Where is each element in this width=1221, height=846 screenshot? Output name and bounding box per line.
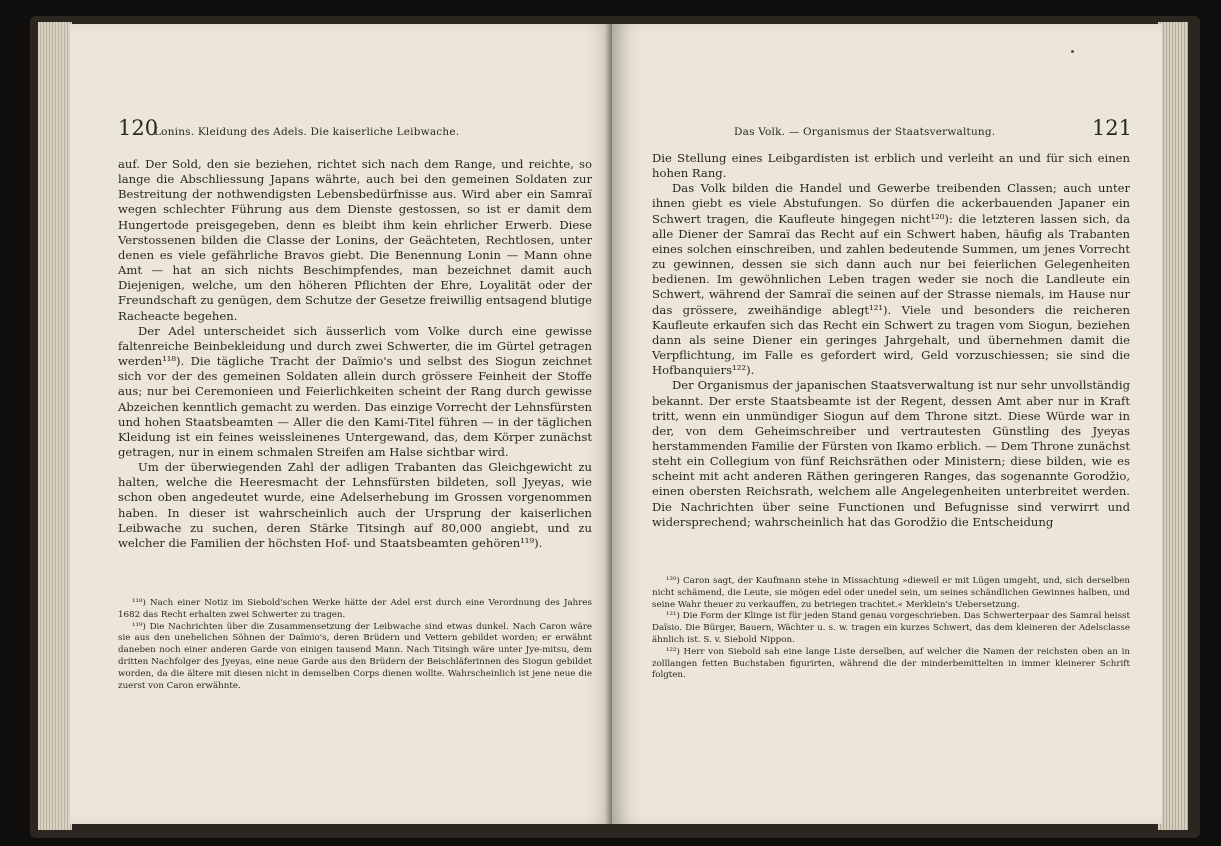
left-page (70, 24, 615, 824)
footnote: ¹¹⁹) Die Nachrichten über die Zusammensetzung der Leibwache sind etwas dunkel. Nach Caron wäre sie aus den unehelichen Söhnen der Daïmio's, deren Brüdern und Vettern gebildet worden; er erwähnt daneben noch einer anderen Garde von einigen tausend Mann. Nach Titsingh wäre unter Jye-mitsu, dem dritten Nachfolger des Jyeyas, eine neue Garde aus den Brüdern der Beischläferinnen des Siogun gebildet worden, da die ältere mit diesen nicht in demselben Corps dienen wollte. Wahrscheinlich ist jene neue die zuerst von Caron erwähnte. (118, 621, 592, 691)
body-text (118, 157, 592, 551)
page-number: 120 (118, 116, 159, 140)
footnotes (652, 576, 1130, 682)
page-edges-left (38, 22, 72, 830)
body-text (652, 151, 1130, 530)
paragraph: auf. Der Sold, den sie beziehen, richtet sich nach dem Range, und reichte, so lange die Abschliessung Japans währte, auch bei den gemeinen Soldaten zur Bestreitung der nothwendigsten Lebensbedürfnisse aus. Wird aber ein Samraï wegen schlechter Führung aus dem Dienste gestossen, so ist er damit dem Hungertode preisgegeben, denn es bleibt ihm kein ehrlicher Erwerb. Diese Verstossenen bilden die Classe der Lonins, der Geächteten, Rechtlosen, unter denen es viele gefährliche Bravos giebt. Die Benennung Lonin — Mann ohne Amt — hat an sich nichts Beschimpfendes, man bezeichnet damit auch Diejenigen, welche, um den höheren Pflichten der Ehre, Loyalität oder der Freundschaft zu genügen, dem Schutze der Gesetze freiwillig entsagend blutige Racheacte begehen. (118, 157, 592, 323)
footnote: ¹²⁰) Caron sagt, der Kaufmann stehe in Missachtung »dieweil er mit Lügen umgeht, und, sich derselben nicht schämend, die Leute, sie mögen edel oder unedel sein, um seines schändlichen Gewinnes halben, und seine Wahr theuer zu verkauffen, zu betriegen trachtet.« Merklein's Uebersetzung. (652, 576, 1130, 610)
footnote: ¹²²) Herr von Siebold sah eine lange Liste derselben, auf welcher die Namen der reichsten oben an in zolllangen fetten Buchstaben figurirten, während die der minderbemittelten in immer kleinerer Schrift folgten. (652, 646, 1130, 681)
page-edges-right (1158, 22, 1188, 830)
left-page-header (118, 116, 588, 156)
footnote: ¹²¹) Die Form der Klinge ist für jeden Stand genau vorgeschrieben. Das Schwerterpaar des Samraï heisst Daïsio. Die Bürger, Bauern, Wächter u. s. w. tragen ein kurzes Schwert, das dem kleineren der Adelsclasse ähnlich ist. S. v. Siebold Nippon. (652, 611, 1130, 645)
paragraph: Um der überwiegenden Zahl der adligen Trabanten das Gleichgewicht zu halten, welche die Heeresmacht der Lehnsfürsten bildeten, soll Jyeyas, wie schon oben angedeutet wurde, eine Adelserhebung im Grossen vorgenommen haben. In dieser ist wahrscheinlich auch der Ursprung der kaiserlichen Leibwache zu suchen, deren Stärke Titsingh auf 80,000 angiebt, und zu welcher die Familien der höchsten Hof- und Staatsbeamten gehören¹¹⁹). (118, 460, 592, 550)
paragraph: Die Stellung eines Leibgardisten ist erblich und verleiht an und für sich einen hohen Rang. (652, 151, 1130, 181)
paragraph: Der Adel unterscheidet sich äusserlich vom Volke durch eine gewisse faltenreiche Beinbekleidung und durch zwei Schwerter, die im Gürtel getragen werden¹¹⁸). Die tägliche Tracht der Daïmio's und selbst des Siogun zeichnet sich vor der des gemeinen Soldaten allein durch grössere Feinheit der Stoffe aus; nur bei Ceremonieen und Feierlichkeiten scheint der Rang durch gewisse Abzeichen kenntlich gemacht zu werden. Das einzige Vorrecht der Lehnsfürsten und hohen Staatsbeamten — Aller die den Kami-Titel führen — in der täglichen Kleidung ist ein feines weissleinenes Untergewand, das, dem Körper zunächst getragen, nur in einem schmalen Streifen am Halse sichtbar wird. (118, 323, 592, 459)
right-page (612, 24, 1162, 824)
page-number: 121 (1091, 116, 1132, 140)
right-page-header (652, 116, 1132, 156)
paper-speck (1071, 50, 1074, 53)
running-head: Das Volk. — Organismus der Staatsverwaltung. (734, 126, 996, 138)
footnotes (118, 598, 592, 692)
running-head: Lonins. Kleidung des Adels. Die kaiserliche Leibwache. (154, 126, 460, 138)
paragraph: Das Volk bilden die Handel und Gewerbe treibenden Classen; auch unter ihnen giebt es viele Abstufungen. So dürfen die ackerbauenden Japaner ein Schwert tragen, die Kaufleute hingegen nicht¹²⁰): die letzteren lassen sich, da alle Diener der Samraï das Recht auf ein Schwert haben, häufig als Trabanten eines solchen einschreiben, und zahlen bedeutende Summen, um jenes Vorrecht zu gewinnen, dessen sie sich dann auch nur bei feierlichen Gelegenheiten bedienen. Im gewöhnlichen Leben tragen weder sie noch die Landleute ein Schwert, während der Samraï die seinen auf der Strasse niemals, im Hause nur das grössere, zweihändige ablegt¹²¹). Viele und besonders die reicheren Kaufleute erkaufen sich das Recht ein Schwert zu tragen vom Siogun, beziehen dann als seine Diener ein geringes Jahrgehalt, und übernehmen damit die Verpflichtung, im Falle es gefordert wird, Geld vorzuschiessen; sie sind die Hofbanquiers¹²²). (652, 181, 1130, 378)
paragraph: Der Organismus der japanischen Staatsverwaltung ist nur sehr unvollständig bekannt. Der erste Staatsbeamte ist der Regent, dessen Amt aber nur in Kraft tritt, wenn ein unmündiger Siogun auf dem Throne sitzt. Diese Würde war in der, von dem Geheimschreiber und vertrautesten Günstling des Jyeyas herstammenden Familie der Fürsten von Ikamo erblich. — Dem Throne zunächst steht ein Collegium von fünf Reichsräthen oder Ministern; diese bilden, wie es scheint mit acht anderen Räthen geringeren Ranges, das sogenannte Gorodžio, einen obersten Reichsrath, welchem alle Angelegenheiten unterbreitet werden. Die Nachrichten über seine Functionen und Befugnisse sind verwirrt und widersprechend; wahrscheinlich hat das Gorodžio die Entscheidung (652, 378, 1130, 529)
footnote: ¹¹⁸) Nach einer Notiz im Siebold'schen Werke hätte der Adel erst durch eine Verordnung des Jahres 1682 das Recht erhalten zwei Schwerter zu tragen. (118, 598, 592, 620)
